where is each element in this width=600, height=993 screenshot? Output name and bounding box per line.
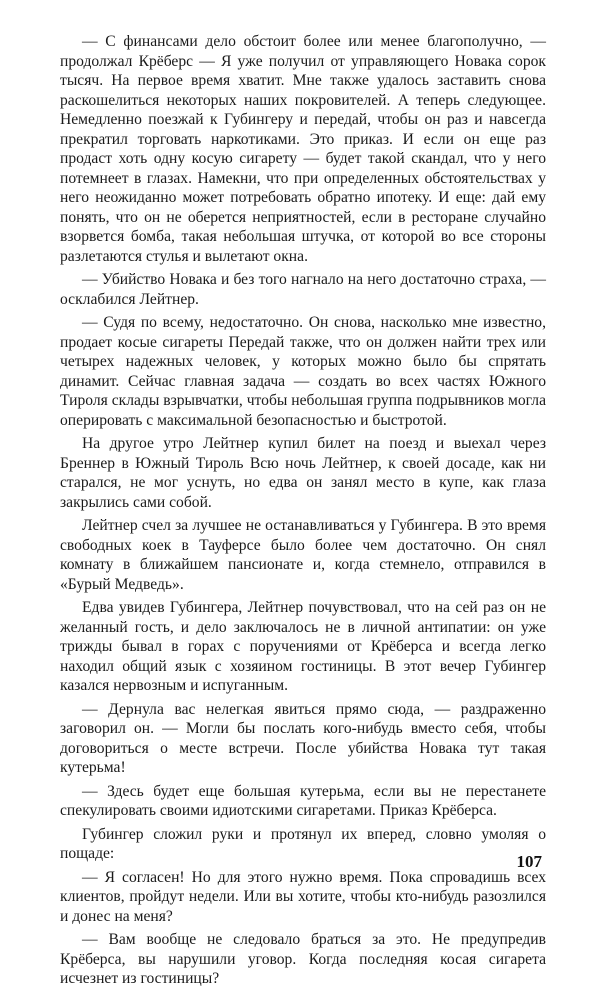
page-body [60, 32, 546, 993]
page-number: 107 [516, 852, 542, 871]
paragraph: — Вам вообще не следовало браться за это. Не предупредив Крёберса, вы нарушили уговор. Когда последняя косая сигарета исчезнет из гостиницы? [60, 931, 546, 987]
paragraph: Лейтнер счел за лучшее не останавливаться у Губингера. В это время свободных коек в Тауферсе было более чем достаточно. Он снял комнату в ближайшем пансионате и, когда стемнело, отправился в «Бурый Медведь». [60, 517, 546, 593]
paragraph: — Здесь будет еще большая кутерьма, если вы не перестанете спекулировать своими идиотскими сигаретами. Приказ Крёберса. [60, 782, 546, 819]
paragraph: Губингер сложил руки и протянул их вперед, словно умоляя о пощаде: [60, 825, 546, 862]
paragraph: — С финансами дело обстоит более или менее благополучно, — продолжал Крёберс — Я уже получил от управляющего Новака сорок тысяч. На первое время хватит. Мне также удалось заставить снова раскошелиться некоторых наших покровителей. А теперь следующее. Немедленно поезжай к Губингеру и передай, чтобы он раз и навсегда прекратил торговать наркотиками. Это приказ. И если он еще раз продаст хоть одну косую сигарету — будет такой скандал, что у него потемнеет в глазах. Намекни, что при определенных обстоятельствах у него неожиданно может потребовать обратно ипотеку. И еще: дай ему понять, что он не оберется неприятностей, если в ресторане случайно взорвется бомба, такая небольшая штучка, от которой во все стороны разлетаются стулья и вылетают окна. [60, 33, 546, 265]
paragraph: — Судя по всему, недостаточно. Он снова, насколько мне известно, продает косые сигареты Передай также, что он должен найти трех или четырех надежных человек, у которых можно было бы спрятать динамит. Сейчас главная задача — создать во всех частях Южного Тироля склады взрывчатки, чтобы небольшая группа подрывников могла оперировать с максимальной безопасностью и быстротой. [60, 314, 546, 429]
paragraph: — Я согласен! Но для этого нужно время. Пока спровадишь всех клиентов, пройдут недели. Или вы хотите, чтобы кто-нибудь разозлился и донес на меня? [60, 868, 546, 925]
paragraph: — Дернула вас нелегкая явиться прямо сюда, — раздраженно заговорил он. — Могли бы послать кого-нибудь вместо себя, чтобы договориться о месте встречи. После убийства Новака тут такая кутерьма! [60, 700, 546, 776]
paragraph: Едва увидев Губингера, Лейтнер почувствовал, что на сей раз он не желанный гость, и дело заключалось не в личной антипатии: он уже трижды бывал в горах с поручениями от Крёберса и всегда легко находил общий язык с хозяином гостиницы. В этот вечер Губингер казался нервозным и испуганным. [60, 599, 546, 694]
paragraph: На другое утро Лейтнер купил билет на поезд и выехал через Бреннер в Южный Тироль Всю ночь Лейтнер, к своей досаде, как ни старался, не мог уснуть, но едва он занял место в купе, как глаза закрылись сами собой. [60, 435, 546, 511]
paragraph: — Убийство Новака и без того нагнало на него достаточно страха, — осклабился Лейтнер. [60, 271, 546, 308]
